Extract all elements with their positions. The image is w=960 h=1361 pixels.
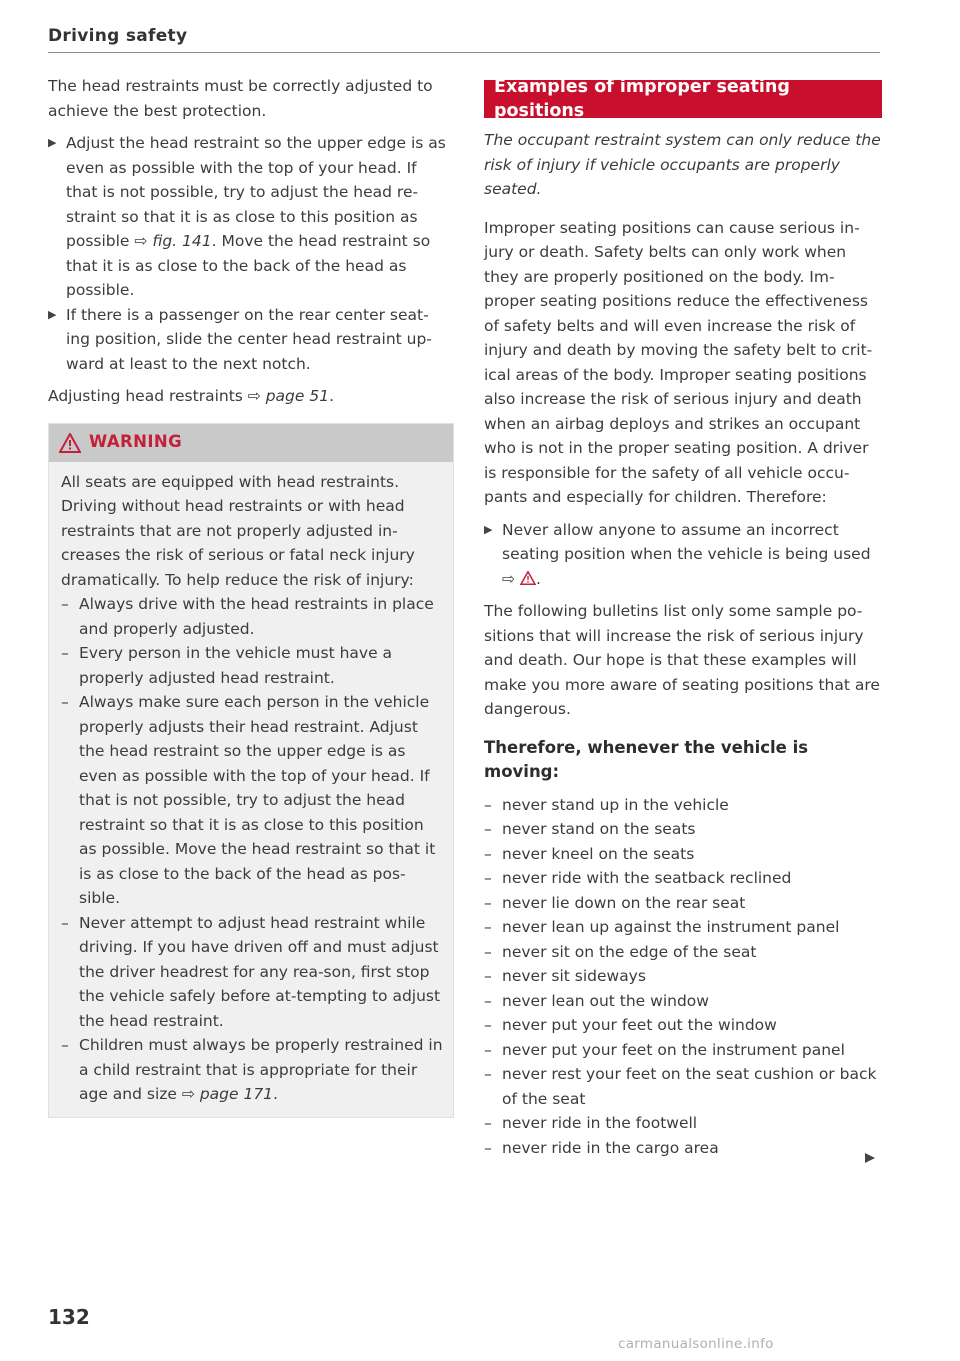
warning-item: – Children must always be properly restrained in a child restraint that is appropriate for their age and size ⇨ page 171. [61,1036,443,1103]
never-allow-bullet [484,518,882,592]
never-list [484,793,882,1161]
warning-box [48,423,454,1118]
warning-item-text: Children must always be properly restrained in a child restraint that is appropriate for their age and size [79,1036,443,1103]
warning-text: All seats are equipped with head restraints. Driving without head restraints or with head restraints that are not properly adjusted in-creases the risk of serious or fatal neck injury dramatically. To help reduce the risk of injury: [61,472,415,589]
warning-title: WARNING [89,432,183,452]
intro-paragraph: The head restraints must be correctly adjusted to achieve the best protection. [48,77,433,120]
list-item: – never ride with the seatback reclined [484,869,792,887]
list-item-text: never kneel on the seats [502,844,695,863]
list-item-text: never ride with the seatback reclined [502,869,792,887]
page-reference[interactable]: page 171 [199,1085,274,1103]
list-item: – never stand up in the vehicle [484,795,729,814]
list-item: – never put your feet on the instrument panel [484,1040,845,1059]
list-item-text: never sit sideways [502,967,646,985]
bullet-text: If there is a passenger on the rear center seat-ing position, slide the center head restraint up-ward at least to the next notch. [66,305,432,373]
sample-positions-paragraph: The following bulletins list only some sample po-sitions that will increase the risk of serious injury and death. Our hope is that these examples will make you more aware of seating positions that are dangerous. [484,602,880,718]
section-title-bar: Examples of improper seating positions [484,80,882,118]
warning-item: – Always make sure each person in the vehicle properly adjusts their head restraint. Adjust the head restraint so the upper edge is as even as possible with the top of your head. If that is not possible, try to adjust the head restraint so that it is as close to this position as possible. Move the head restraint so that it is as close to the back of the head as pos-sible. [61,693,436,907]
list-item-text: never put your feet on the instrument panel [502,1040,845,1059]
reference-end: . [273,1085,278,1103]
bullet-text-end: . Move the head restraint so that it is as close to the back of the head as possible. [66,232,431,299]
watermark: carmanualsonline.info [618,1336,774,1352]
page-reference[interactable]: page 51 [265,387,330,405]
list-item-text: never put your feet out the window [502,1016,777,1034]
list-item: – never lie down on the rear seat [484,893,746,912]
warning-item: – Always drive with the head restraints in place and properly adjusted. [61,595,434,638]
list-item: – never sit on the edge of the seat [484,942,757,961]
list-item: – never stand on the seats [484,820,696,838]
warning-body [49,462,453,1117]
warning-triangle-icon [59,433,81,453]
list-item-text: never ride in the footwell [502,1114,698,1132]
list-item: – never lean out the window [484,991,709,1010]
warning-item: – Never attempt to adjust head restraint while driving. If you have driven off and must adjust the driver headrest for any rea-son, first stop the vehicle safely before at-tempting to adjust the head restraint. [61,913,441,1030]
warning-item-text: Always make sure each person in the vehicle properly adjusts their head restraint. Adjust the head restraint so the upper edge is as even as possible with the top of your head. If that is not possible, try to adjust the head restraint so that it is as close to this position as possible. Move the head restraint so that it is as close to the back of the head as pos-sible. [79,693,436,907]
list-item-text: never lie down on the rear seat [502,893,746,912]
reference-arrow-icon: ⇨ [502,569,515,588]
list-item-text: never lean out the window [502,991,709,1010]
warning-item-text: Every person in the vehicle must have a properly adjusted head restraint. [79,644,393,687]
list-item-text: never stand on the seats [502,820,696,838]
passenger-bullet [48,303,452,377]
page-number: 132 [48,1305,90,1329]
reference-arrow-icon: ⇨ [247,387,261,405]
adjusting-reference [48,384,452,409]
reference-text: Adjusting head restraints [48,387,248,405]
triangle-bullet-icon: ▶ [484,522,493,536]
list-item: – never kneel on the seats [484,844,695,863]
improper-positions-paragraph: Improper seating positions can cause serious in-jury or death. Safety belts can only work when they are properly positioned on the body. Im-proper seating positions reduce the effectiveness of safety belts and will even increase the risk of injury and death by moving the safety belt to crit-ical areas of the body. Improper seating positions also increase the risk of serious injury and death when an airbag deploys and strikes an occupant who is not in the proper seating position. A driver is responsible for the safety of all vehicle occu-pants and especially for children. Therefore: [484,218,873,506]
warning-triangle-icon[interactable] [520,571,536,585]
warning-item-text: Never attempt to adjust head restraint while driving. If you have driven off and must adjust the driver headrest for any rea-son, first stop the vehicle safely before at-tempting to adjust the head restraint. [79,913,441,1030]
reference-arrow-icon: ⇨ [181,1085,195,1103]
list-item-text: never rest your feet on the seat cushion or back of the seat [502,1065,877,1108]
section-header: Driving safety [48,26,188,46]
list-item-text: never sit on the edge of the seat [502,942,757,961]
warning-header [49,424,453,462]
warning-item-text: Always drive with the head restraints in place and properly adjusted. [79,595,434,638]
right-column [484,74,882,1160]
list-item: – never ride in the footwell [484,1114,698,1132]
moving-subheading: Therefore, whenever the vehicle is moving: [484,737,809,781]
warning-item: – Every person in the vehicle must have a properly adjusted head restraint. [61,644,393,687]
figure-reference[interactable]: fig. 141 [152,232,212,250]
list-item-text: never ride in the cargo area [502,1138,719,1157]
reference-arrow-icon: ⇨ [134,232,148,250]
list-item: – never sit sideways [484,967,646,985]
triangle-bullet-icon: ▶ [48,136,57,149]
list-item-text: never stand up in the vehicle [502,795,729,814]
list-item: – never rest your feet on the seat cushion or back of the seat [484,1065,877,1108]
adjust-bullet [48,131,452,303]
bullet-text: Adjust the head restraint so the upper edge is as even as possible with the top of your head. If that is not possible, try to adjust the head re-straint so that it is as close to this position as possible [66,134,446,250]
bullet-end: . [535,569,541,588]
reference-end: . [329,387,335,405]
triangle-bullet-icon: ▶ [48,307,57,321]
list-item: – never ride in the cargo area [484,1138,719,1157]
left-column [48,74,452,1118]
section-intro: The occupant restraint system can only reduce the risk of injury if vehicle occupants are properly seated. [484,131,881,198]
list-item-text: never lean up against the instrument panel [502,918,840,936]
bullet-text: Never allow anyone to assume an incorrect seating position when the vehicle is being used [502,520,871,563]
list-item: – never put your feet out the window [484,1016,777,1034]
list-item: – never lean up against the instrument panel [484,918,840,936]
header-rule [48,52,880,53]
next-page-arrow-icon[interactable] [864,1152,876,1164]
